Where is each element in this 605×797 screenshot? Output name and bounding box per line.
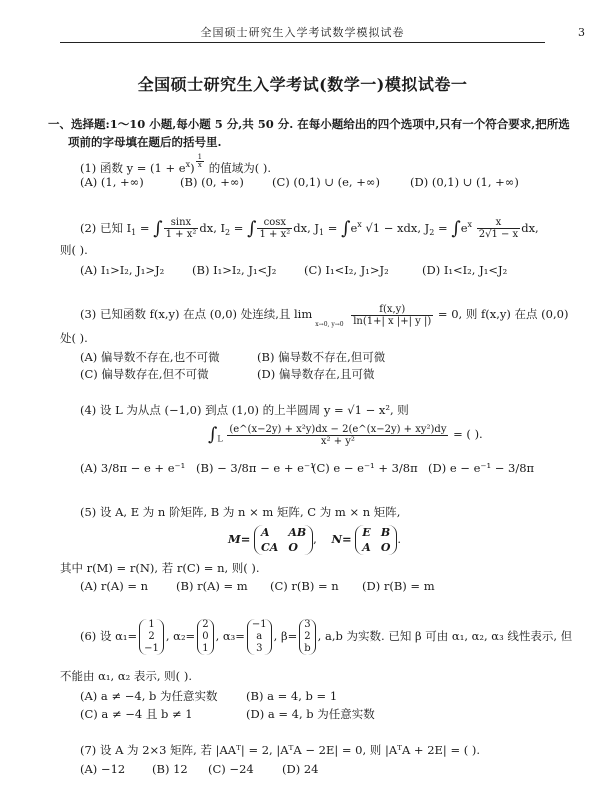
q2-option-a: (A) I₁>I₂, J₁>J₂ <box>80 263 165 277</box>
page-number: 3 <box>578 26 585 39</box>
q6-option-d: (D) a = 4, b 为任意实数 <box>246 707 375 721</box>
q4-option-d: (D) e − e⁻¹ − 3/8π <box>428 461 535 475</box>
q3-stem-tail: 处( ). <box>60 331 88 345</box>
q5-option-a: (A) r(A) = n <box>80 579 149 593</box>
vector-alpha1: 1 2 −1 <box>139 619 164 655</box>
q2-option-c: (C) I₁<I₂, J₁>J₂ <box>304 263 389 277</box>
q3-option-c: (C) 偏导数存在,但不可微 <box>80 367 209 381</box>
q1-option-c: (C) (0,1) ∪ (e, +∞) <box>272 175 380 189</box>
q1-stem: (1) 函数 $y = (1 + e^x)$ $\frac{1}{x}$ 的值域为( ). <box>80 153 272 175</box>
q2-option-b: (B) I₁>I₂, J₁<J₂ <box>192 263 277 277</box>
matrix-m: A AB CA O <box>254 525 313 555</box>
q5-condition: 其中 r(M) = r(N), 若 r(C) = n, 则( ). <box>60 561 260 575</box>
q6-stem-tail: 不能由 α₁, α₂ 表示, 则( ). <box>60 669 192 683</box>
q6-option-a: (A) a ≠ −4, b 为任意实数 <box>80 689 218 703</box>
running-header <box>60 22 585 43</box>
q4-option-b: (B) − 3/8π − e + e⁻¹ <box>196 461 315 475</box>
q1-option-b: (B) (0, +∞) <box>180 175 244 189</box>
q4-option-c: (C) e − e⁻¹ + 3/8π <box>312 461 418 475</box>
matrix-n: E B A O <box>355 525 397 555</box>
q7-stem: (7) 设 A 为 2×3 矩阵, 若 |AAᵀ| = 2, |AᵀA − 2E| = 0, 则 |AᵀA + 2E| = ( ). <box>80 743 481 757</box>
q3-option-b: (B) 偏导数不存在,但可微 <box>257 350 386 364</box>
section-instruction-1: 一、选择题:1～10 小题,每小题 5 分,共 50 分. 在每小题给出的四个选项中,只有一个符合要求,把所选 <box>48 117 570 131</box>
vector-beta: 3 2 b <box>299 619 315 655</box>
q3-option-d: (D) 偏导数存在,且可微 <box>257 367 375 381</box>
q2-option-d: (D) I₁<I₂, J₁<J₂ <box>422 263 508 277</box>
q3-stem: (3) 已知函数 f(x,y) 在点 (0,0) 处连续,且 lim x→0, y→0 $\frac{f(x,y)}{\ln(1+| x |+| y |)}$ = 0, 则 f(x,y) 在点 (0,0) <box>80 303 569 328</box>
q3-option-a: (A) 偏导数不存在,也不可微 <box>80 350 220 364</box>
q1-option-d: (D) (0,1) ∪ (1, +∞) <box>410 175 519 189</box>
q7-option-d: (D) 24 <box>282 762 319 776</box>
q5-matrices: M= A AB CA O , N= E B A O . <box>228 526 402 554</box>
q5-option-b: (B) r(A) = m <box>176 579 248 593</box>
q7-option-c: (C) −24 <box>208 762 254 776</box>
exam-title: 全国硕士研究生入学考试(数学一)模拟试卷一 <box>137 75 468 94</box>
vector-alpha3: −1 a 3 <box>247 619 272 655</box>
q7-option-a: (A) −12 <box>80 762 126 776</box>
q5-stem: (5) 设 A, E 为 n 阶矩阵, B 为 n × m 矩阵, C 为 m × n 矩阵, <box>80 505 401 519</box>
running-title: 全国硕士研究生入学考试数学模拟试卷 <box>200 26 405 39</box>
q2-tail: 则( ). <box>60 243 88 257</box>
q4-option-a: (A) 3/8π − e + e⁻¹ <box>80 461 186 475</box>
section-instruction-2: 项前的字母填在题后的括号里. <box>68 135 222 149</box>
q5-option-d: (D) r(B) = m <box>362 579 435 593</box>
q6-option-c: (C) a ≠ −4 且 b ≠ 1 <box>80 707 193 721</box>
q4-stem: (4) 设 L 为从点 (−1,0) 到点 (1,0) 的上半圆周 y = √1 − x², 则 <box>80 403 409 417</box>
vector-alpha2: 2 0 1 <box>197 619 213 655</box>
q2-stem: (2) 已知 $I_1$ = ∫ $\frac{\sin x}{\text{1 + x²}}$ dx, $I_2$ = ∫ $\frac{\cos x}{\text{1 + x²}}$ dx, $J_1 = \int e^x$ √1 − xdx, $J_2 = \int e^x$ $\frac{x}{2√1 - x}$ dx, <box>80 217 539 241</box>
q1-option-a: (A) (1, +∞) <box>80 175 144 189</box>
q5-option-c: (C) r(B) = n <box>270 579 339 593</box>
q6-option-b: (B) a = 4, b = 1 <box>246 689 338 703</box>
q4-integral: $\int_L$ $\frac{\text{(e\textasciicircum{}(x−2y) + x²y)dx − 2(e\textasciicircum{}(x−2y) + xy²)dy}}{\text{x² + y²}}$ = ( ). <box>208 423 483 447</box>
q7-option-b: (B) 12 <box>152 762 188 776</box>
q6-stem: (6) 设 α₁= 1 2 −1 , α₂= 2 0 1 , α₃= −1 a 3 , β= 3 2 b , a,b 为实数. 已知 β 可由 α₁, α₂, α₃ 线性表示, 但 <box>80 619 573 654</box>
